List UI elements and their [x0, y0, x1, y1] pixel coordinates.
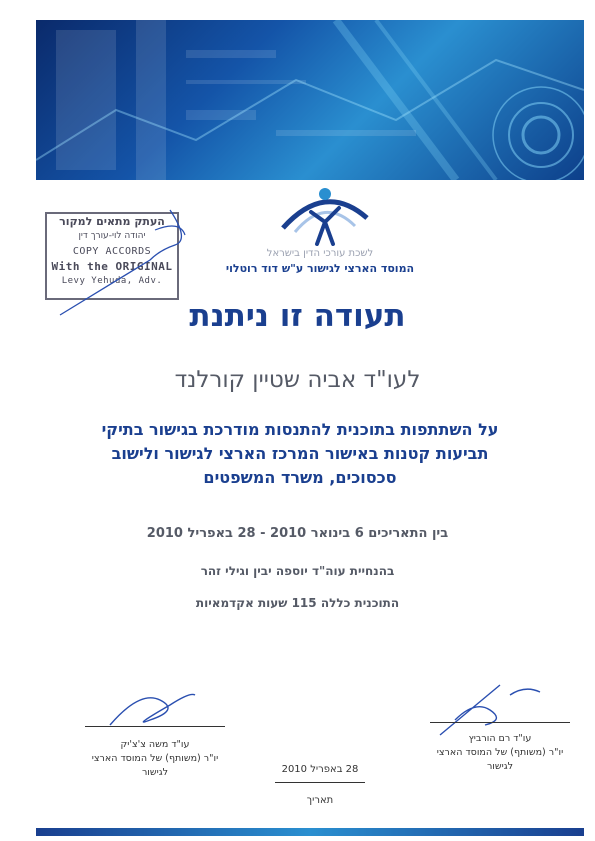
- mediation-institute-logo: [275, 186, 375, 246]
- issue-date: 28 באפריל 2010: [281, 764, 359, 775]
- right-signatory-name: עו"ד רם הורביץ: [468, 733, 532, 744]
- left-signatory: [80, 738, 230, 780]
- stamp-line-5: Levy Yehuda, Adv.: [61, 276, 163, 286]
- recipient-name: לעו"ד אביה שטיין קורלנד: [174, 367, 421, 393]
- program-hours: התוכנית כללה 115 שעות אקדמאיות: [195, 596, 400, 610]
- program-guidance: בהנחיית עוה"ד יוספה יבין וגילי זהר: [200, 564, 395, 578]
- left-signatory-name: עו"ד משה צ'צ'יק: [120, 739, 190, 750]
- right-signatory-role-2: לגישור: [486, 761, 514, 772]
- stamp-line-2: יהודה לוי-עורך דין: [78, 231, 146, 241]
- header-banner-image: [36, 20, 584, 180]
- right-signature-line: [430, 722, 570, 723]
- program-dates: בין התאריכים 6 בינואר 2010 - 28 באפריל 2010: [146, 526, 449, 541]
- certificate-title: תעודה זו ניתנת: [189, 298, 406, 334]
- right-signature-scribble: [430, 680, 550, 740]
- left-signatory-role-2: לגישור: [141, 767, 169, 778]
- stamp-line-3: COPY ACCORDS: [72, 246, 152, 257]
- left-signatory-role: יו"ר (משותף) של המוסד הארצי: [91, 753, 219, 764]
- footer-bar: [36, 828, 584, 836]
- banner-pattern: [36, 20, 584, 180]
- right-signatory-role: יו"ר (משותף) של המוסד הארצי: [436, 747, 564, 758]
- date-line: [275, 782, 365, 783]
- left-signature-scribble: [100, 680, 210, 730]
- left-signature-line: [85, 726, 225, 727]
- right-signatory: [425, 732, 575, 774]
- org-subtitle: לשכת עורכי הדין בישראל: [266, 248, 374, 259]
- certificate-description: על השתתפות בתוכנית להתנסות מודרכת בגישור בתיקי תביעות קטנות באישור המרכז הארצי לגישור ולישוב סכסוכים, משרד המשפטים: [101, 420, 499, 487]
- stamp-line-1: העתק מתאים למקור: [59, 215, 165, 228]
- stamp-line-4: With the ORIGINAL: [51, 260, 173, 273]
- date-label: תאריך: [306, 795, 334, 806]
- org-name: המוסד הארצי לגישור ע"ש דוד רוטלוי: [225, 262, 415, 275]
